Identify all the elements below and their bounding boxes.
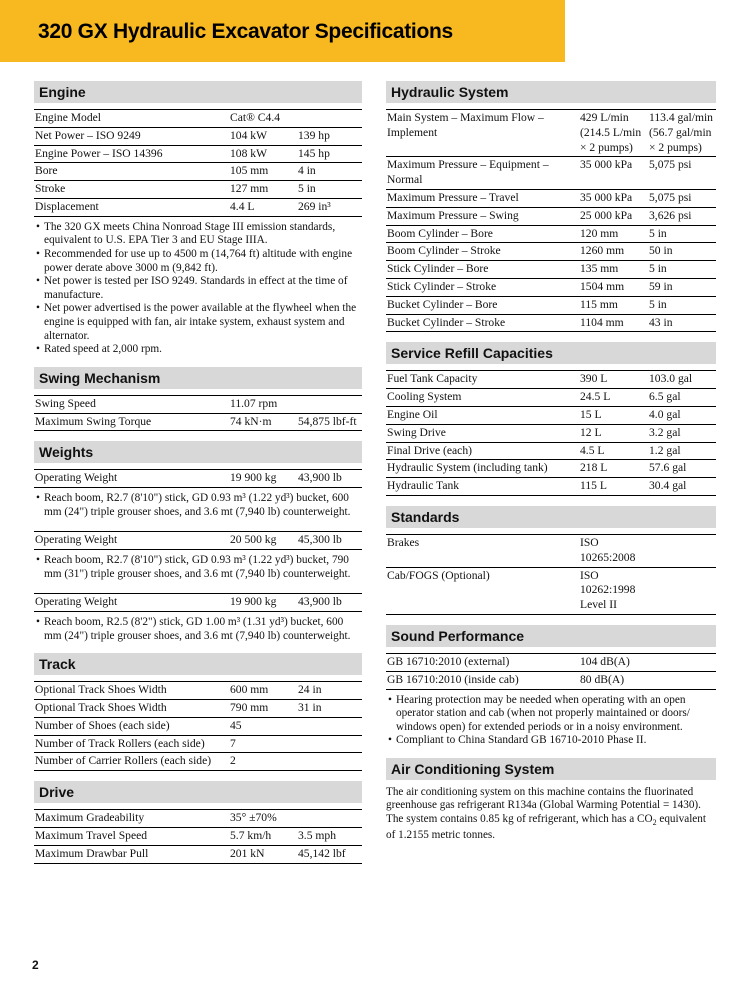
note-item: • Reach boom, R2.7 (8'10") stick, GD 0.93 m³ (1.22 yd³) bucket, 790 mm (31") triple grouser shoes, and 3.6 mt (7,940 lb) counterweight.	[34, 554, 362, 581]
spec-metric: 11.07 rpm	[230, 396, 278, 410]
spec-imperial: 4.0 gal	[649, 407, 681, 421]
track-section	[34, 653, 362, 771]
spec-metric: 1104 mm	[580, 315, 624, 329]
spec-imperial: 43,900 lb	[298, 471, 342, 485]
spec-imperial: 3.2 gal	[649, 425, 681, 439]
spec-metric: 25 000 kPa	[580, 208, 633, 222]
spec-label: Bucket Cylinder – Bore	[387, 297, 498, 311]
spec-row	[386, 534, 716, 567]
standards-section	[386, 506, 716, 615]
spec-metric: 108 kW	[230, 146, 268, 160]
spec-label: Stick Cylinder – Stroke	[387, 279, 497, 293]
spec-imperial: 5 in	[649, 262, 667, 276]
spec-metric: 45	[230, 718, 242, 732]
spec-row	[386, 225, 716, 243]
spec-metric: 7	[230, 736, 236, 750]
weights-note	[34, 554, 362, 581]
spec-imperial	[297, 395, 362, 413]
spec-row	[34, 163, 362, 181]
spec-imperial: 45,300 lb	[298, 533, 342, 547]
spec-metric: ISO 10262:1998 Level II	[580, 568, 636, 612]
spec-label: Number of Shoes (each side)	[35, 718, 170, 732]
spec-metric: 790 mm	[230, 701, 269, 715]
spec-metric: 2	[230, 754, 236, 768]
note-item: • Rated speed at 2,000 rpm.	[34, 343, 362, 357]
sound-notes	[386, 694, 716, 748]
spec-imperial: 3.5 mph	[298, 829, 337, 843]
weights-table	[34, 593, 362, 612]
spec-imperial: 1.2 gal	[649, 443, 681, 457]
section-heading: Hydraulic System	[386, 81, 716, 103]
spec-metric: 135 mm	[580, 262, 619, 276]
spec-imperial: 4 in	[298, 164, 316, 178]
drive-section	[34, 781, 362, 863]
spec-row	[386, 442, 716, 460]
spec-metric: 5.7 km/h	[230, 829, 272, 843]
spec-metric: 19 900 kg	[230, 595, 277, 609]
spec-label: Final Drive (each)	[387, 443, 472, 457]
spec-row	[386, 278, 716, 296]
spec-row	[386, 460, 716, 478]
spec-metric: Cat® C4.4	[230, 111, 281, 124]
spec-label: Maximum Pressure – Swing	[387, 208, 519, 222]
hydraulic-table	[386, 109, 716, 332]
title-bar	[0, 0, 565, 62]
spec-imperial: 57.6 gal	[649, 461, 687, 475]
spec-imperial: 24 in	[298, 683, 322, 697]
swing-section	[34, 367, 362, 432]
spec-label: Net Power – ISO 9249	[35, 128, 141, 142]
spec-label: Optional Track Shoes Width	[35, 701, 167, 715]
spec-imperial: 54,875 lbf-ft	[298, 414, 357, 428]
spec-imperial: 31 in	[298, 701, 322, 715]
spec-row	[386, 671, 716, 689]
group-spacer	[34, 581, 362, 593]
spec-row	[386, 478, 716, 496]
spec-imperial: 103.0 gal	[649, 372, 693, 386]
spec-row	[34, 845, 362, 863]
weights-section	[34, 441, 362, 643]
spec-label: Hydraulic System (including tank)	[387, 461, 548, 475]
note-item: • Net power advertised is the power available at the flywheel when the engine is equipped with fan, air intake system, exhaust system and alternator.	[34, 302, 362, 343]
spec-row	[386, 243, 716, 261]
spec-label: Boom Cylinder – Bore	[387, 226, 493, 240]
section-heading: Air Conditioning System	[386, 758, 716, 780]
spec-row	[34, 395, 362, 413]
spec-row	[34, 413, 362, 431]
spec-metric: 20 500 kg	[230, 533, 277, 547]
spec-imperial	[297, 735, 362, 753]
spec-row	[34, 594, 362, 612]
spec-metric: 80 dB(A)	[580, 672, 625, 686]
spec-imperial: 45,142 lbf	[298, 846, 346, 860]
refill-section	[386, 342, 716, 496]
section-heading: Engine	[34, 81, 362, 103]
spec-imperial	[648, 534, 716, 567]
spec-imperial: 145 hp	[298, 146, 330, 160]
note-item: • Net power is tested per ISO 9249. Standards in effect at the time of manufacture.	[34, 275, 362, 302]
spec-imperial	[297, 753, 362, 771]
spec-label: Maximum Pressure – Travel	[387, 190, 519, 204]
engine-section	[34, 81, 362, 357]
weights-groups	[34, 469, 362, 643]
note-item: • The 320 GX meets China Nonroad Stage III emission standards, equivalent to U.S. EPA Tier 3 and EU Stage IIIA.	[34, 221, 362, 248]
spec-imperial: 59 in	[649, 279, 673, 293]
hydraulic-section	[386, 81, 716, 332]
spec-row	[386, 371, 716, 389]
section-heading: Weights	[34, 441, 362, 463]
spec-metric: 127 mm	[230, 182, 269, 196]
spec-row	[34, 682, 362, 700]
spec-row	[386, 389, 716, 407]
group-spacer	[34, 519, 362, 531]
spec-row	[34, 735, 362, 753]
spec-label: Hydraulic Tank	[387, 479, 460, 493]
spec-label: Cab/FOGS (Optional)	[387, 568, 490, 582]
spec-row	[386, 189, 716, 207]
spec-metric: 4.4 L	[230, 199, 255, 213]
spec-metric: 19 900 kg	[230, 471, 277, 485]
note-item: • Hearing protection may be needed when operating with an open operator station and cab (when not properly maintained or doors/ windows open) for extended periods or in a noisy environment.	[386, 694, 716, 735]
spec-label: Optional Track Shoes Width	[35, 683, 167, 697]
spec-label: Number of Carrier Rollers (each side)	[35, 754, 212, 768]
spec-metric: ISO 10265:2008	[580, 535, 636, 564]
aircon-paragraph	[386, 786, 716, 843]
spec-label: Operating Weight	[35, 533, 118, 547]
spec-label: Main System – Maximum Flow – Implement	[387, 111, 544, 139]
spec-metric: 115 mm	[580, 297, 618, 311]
aircon-subscript: 2	[652, 817, 657, 827]
spec-row	[386, 207, 716, 225]
spec-label: Boom Cylinder – Stroke	[387, 244, 501, 258]
spec-metric: 429 L/min (214.5 L/min × 2 pumps)	[580, 111, 642, 154]
engine-notes	[34, 221, 362, 357]
section-heading: Standards	[386, 506, 716, 528]
page-number: 2	[32, 958, 39, 972]
section-heading: Swing Mechanism	[34, 367, 362, 389]
spec-metric: 218 L	[580, 461, 608, 475]
spec-imperial: 30.4 gal	[649, 479, 687, 493]
spec-metric: 35 000 kPa	[580, 158, 633, 172]
left-column	[34, 81, 362, 874]
spec-metric: 15 L	[580, 407, 602, 421]
spec-imperial: 5 in	[649, 297, 667, 311]
spec-metric: 104 kW	[230, 128, 268, 142]
section-heading: Drive	[34, 781, 362, 803]
spec-metric: 24.5 L	[580, 390, 611, 404]
spec-imperial: 6.5 gal	[649, 390, 681, 404]
weights-note	[34, 616, 362, 643]
spec-row	[34, 110, 362, 128]
spec-label: Engine Oil	[387, 407, 438, 421]
spec-imperial: 43,900 lb	[298, 595, 342, 609]
spec-metric: 600 mm	[230, 683, 269, 697]
spec-row	[386, 110, 716, 157]
spec-imperial: 113.4 gal/min (56.7 gal/min × 2 pumps)	[649, 111, 713, 154]
weights-note	[34, 492, 362, 519]
spec-metric: 12 L	[580, 425, 602, 439]
sound-section	[386, 625, 716, 748]
spec-imperial	[297, 717, 362, 735]
spec-metric: 1504 mm	[580, 279, 625, 293]
spec-row	[34, 700, 362, 718]
spec-row	[386, 567, 716, 614]
drive-table	[34, 809, 362, 863]
spec-metric: 120 mm	[580, 226, 619, 240]
section-heading: Sound Performance	[386, 625, 716, 647]
spec-row	[34, 828, 362, 846]
spec-metric: 390 L	[580, 372, 608, 386]
spec-imperial	[648, 653, 716, 671]
spec-label: Operating Weight	[35, 471, 118, 485]
aircon-text-end: equivalent of 1.2155 metric tonnes.	[386, 812, 706, 842]
spec-metric: 115 L	[580, 479, 607, 493]
weights-table	[34, 531, 362, 550]
spec-label: Maximum Swing Torque	[35, 414, 152, 428]
spec-row	[34, 810, 362, 828]
track-table	[34, 681, 362, 771]
refill-table	[386, 370, 716, 496]
spec-row	[34, 181, 362, 199]
note-item: • Recommended for use up to 4500 m (14,764 ft) altitude with engine power derate above 3000 m (9,842 ft).	[34, 248, 362, 275]
spec-label: Bucket Cylinder – Stroke	[387, 315, 506, 329]
spec-row	[386, 261, 716, 279]
spec-label: Bore	[35, 164, 58, 178]
spec-row	[34, 717, 362, 735]
spec-label: Engine Power – ISO 14396	[35, 146, 163, 160]
spec-metric: 104 dB(A)	[580, 654, 630, 668]
note-item: • Compliant to China Standard GB 16710-2010 Phase II.	[386, 734, 716, 748]
spec-label: Stick Cylinder – Bore	[387, 262, 489, 276]
spec-row	[34, 470, 362, 488]
spec-metric: 4.5 L	[580, 443, 605, 457]
spec-imperial: 43 in	[649, 315, 673, 329]
section-heading: Track	[34, 653, 362, 675]
spec-label: Maximum Drawbar Pull	[35, 846, 149, 860]
spec-imperial: 5 in	[298, 182, 316, 196]
spec-row	[386, 314, 716, 332]
spec-label: GB 16710:2010 (external)	[387, 654, 510, 668]
spec-row	[34, 198, 362, 216]
spec-row	[386, 653, 716, 671]
spec-imperial: 139 hp	[298, 128, 330, 142]
spec-row	[386, 424, 716, 442]
spec-imperial	[297, 110, 362, 128]
spec-label: Swing Speed	[35, 396, 96, 410]
spec-imperial: 5,075 psi	[649, 158, 692, 172]
aircon-text: The air conditioning system on this machine contains the fluorinated greenhouse gas refrigerant R134a (Global Warming Potential = 1430). The system contains 0.85 kg of refrigerant, which has a CO	[386, 785, 701, 825]
spec-label: Swing Drive	[387, 425, 446, 439]
spec-metric: 35 000 kPa	[580, 190, 633, 204]
sound-table	[386, 653, 716, 690]
spec-imperial: 3,626 psi	[649, 208, 692, 222]
spec-imperial	[648, 671, 716, 689]
standards-table	[386, 534, 716, 615]
spec-label: Fuel Tank Capacity	[387, 372, 478, 386]
spec-label: Maximum Pressure – Equipment – Normal	[387, 158, 549, 187]
spec-label: Cooling System	[387, 390, 462, 404]
spec-metric: 74 kN·m	[230, 414, 272, 428]
right-column	[386, 81, 716, 853]
section-heading: Service Refill Capacities	[386, 342, 716, 364]
spec-row	[34, 127, 362, 145]
spec-label: Operating Weight	[35, 595, 118, 609]
spec-row	[34, 145, 362, 163]
spec-label: Maximum Gradeability	[35, 811, 145, 825]
spec-imperial: 269 in³	[298, 199, 331, 213]
spec-row	[386, 296, 716, 314]
spec-row	[386, 157, 716, 190]
engine-table	[34, 109, 362, 217]
spec-row	[34, 753, 362, 771]
note-item: • Reach boom, R2.5 (8'2") stick, GD 1.00 m³ (1.31 yd³) bucket, 600 mm (24") triple grouser shoes, and 3.6 mt (7,940 lb) counterweight.	[34, 616, 362, 643]
weights-table	[34, 469, 362, 488]
spec-metric: 35° ±70%	[230, 811, 277, 825]
note-item: • Reach boom, R2.7 (8'10") stick, GD 0.93 m³ (1.22 yd³) bucket, 600 mm (24") triple grouser shoes, and 3.6 mt (7,940 lb) counterweight.	[34, 492, 362, 519]
page-title: 320 GX Hydraulic Excavator Specifications	[38, 20, 453, 43]
aircon-section	[386, 758, 716, 843]
spec-label: Number of Track Rollers (each side)	[35, 736, 205, 750]
spec-label: GB 16710:2010 (inside cab)	[387, 672, 519, 686]
spec-imperial	[297, 810, 362, 828]
spec-metric: 1260 mm	[580, 244, 625, 258]
spec-label: Stroke	[35, 182, 66, 196]
spec-imperial: 5,075 psi	[649, 190, 692, 204]
swing-table	[34, 395, 362, 432]
spec-imperial: 50 in	[649, 244, 673, 258]
spec-imperial: 5 in	[649, 226, 667, 240]
spec-row	[386, 406, 716, 424]
spec-label: Engine Model	[35, 111, 102, 124]
spec-label: Maximum Travel Speed	[35, 829, 148, 843]
spec-metric: 105 mm	[230, 164, 269, 178]
spec-imperial	[648, 567, 716, 614]
spec-metric: 201 kN	[230, 846, 265, 860]
spec-label: Displacement	[35, 199, 99, 213]
spec-label: Brakes	[387, 535, 420, 549]
spec-row	[34, 532, 362, 550]
